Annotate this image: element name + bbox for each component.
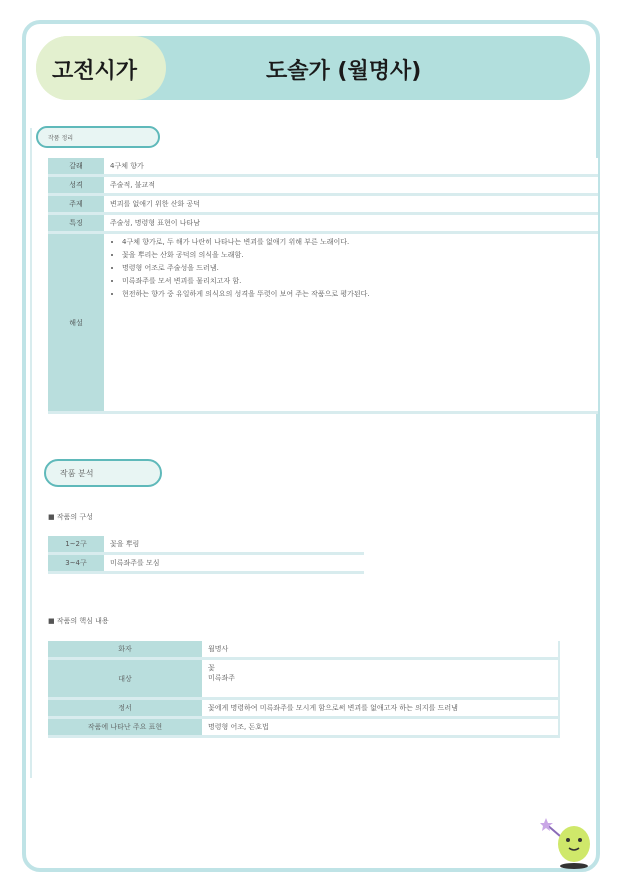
section-badge-analysis: 작품 분석 [44,459,162,487]
row-value: 미륵좌주를 모심 [104,554,364,573]
row-value: 주술적, 불교적 [104,176,598,195]
table-row [48,233,598,413]
side-rule [30,128,32,778]
table-row [48,718,559,737]
list-item: • 현전하는 향가 중 유일하게 의식요의 성격을 뚜렷이 보여 주는 작품으로 평가된다. [122,289,592,299]
table-row [48,195,598,214]
row-value: 4구체 향가 [104,158,598,176]
table-row [48,214,598,233]
row-value [104,233,598,413]
summary-table [48,158,598,414]
content-label: ■ 작품의 핵심 내용 [48,617,109,625]
category-tag: 고전시가 [52,59,138,84]
row-value: 변괴를 없애기 위한 산화 공덕 [104,195,598,214]
table-row [48,554,364,573]
explanation-list [110,237,592,299]
table-row [48,641,559,659]
row-key: 특징 [48,214,104,233]
section-badge-summary: 작품 정리 [36,126,160,148]
row-value: 월명사 [202,641,559,659]
content-table [48,641,560,738]
structure-label: ■ 작품의 구성 [48,513,93,521]
row-value [202,659,559,699]
table-row [48,536,364,554]
row-key: 갈래 [48,158,104,176]
structure-table [48,536,364,574]
table-row [48,158,598,176]
row-key: 주제 [48,195,104,214]
list-item: • 명령형 어조로 주술성을 드러냄. [122,263,592,273]
row-value: 명령형 어조, 돈호법 [202,718,559,737]
table-row [48,699,559,718]
row-value: 주술성, 명령형 표현이 나타남 [104,214,598,233]
list-item: • 꽃을 뿌리는 산화 공덕의 의식을 노래함. [122,250,592,260]
list-item: • 미륵좌주를 모셔 변괴를 물리치고자 함. [122,276,592,286]
page-header [36,36,590,100]
list-item: 꽃 [208,664,215,672]
wizard-mascot-icon [540,812,600,870]
row-key: 정서 [48,699,202,718]
row-key: 3~4구 [48,554,104,573]
row-key: 화자 [48,641,202,659]
row-key: 1~2구 [48,536,104,554]
row-key: 대상 [48,659,202,699]
row-key: 작품에 나타난 주요 표현 [48,718,202,737]
table-row [48,176,598,195]
list-item: • 4구체 향가로, 두 해가 나란히 나타나는 변괴를 없애기 위해 부른 노래이다. [122,237,592,247]
row-value: 꽃을 뿌림 [104,536,364,554]
row-key: 성격 [48,176,104,195]
table-row [48,659,559,699]
row-value: 꽃에게 명령하여 미륵좌주를 모시게 함으로써 변괴를 없애고자 하는 의지를 드러냄 [202,699,559,718]
row-key: 해설 [48,233,104,413]
page-title: 도솔가 (월명사) [266,59,422,84]
list-item: 미륵좌주 [208,674,236,682]
